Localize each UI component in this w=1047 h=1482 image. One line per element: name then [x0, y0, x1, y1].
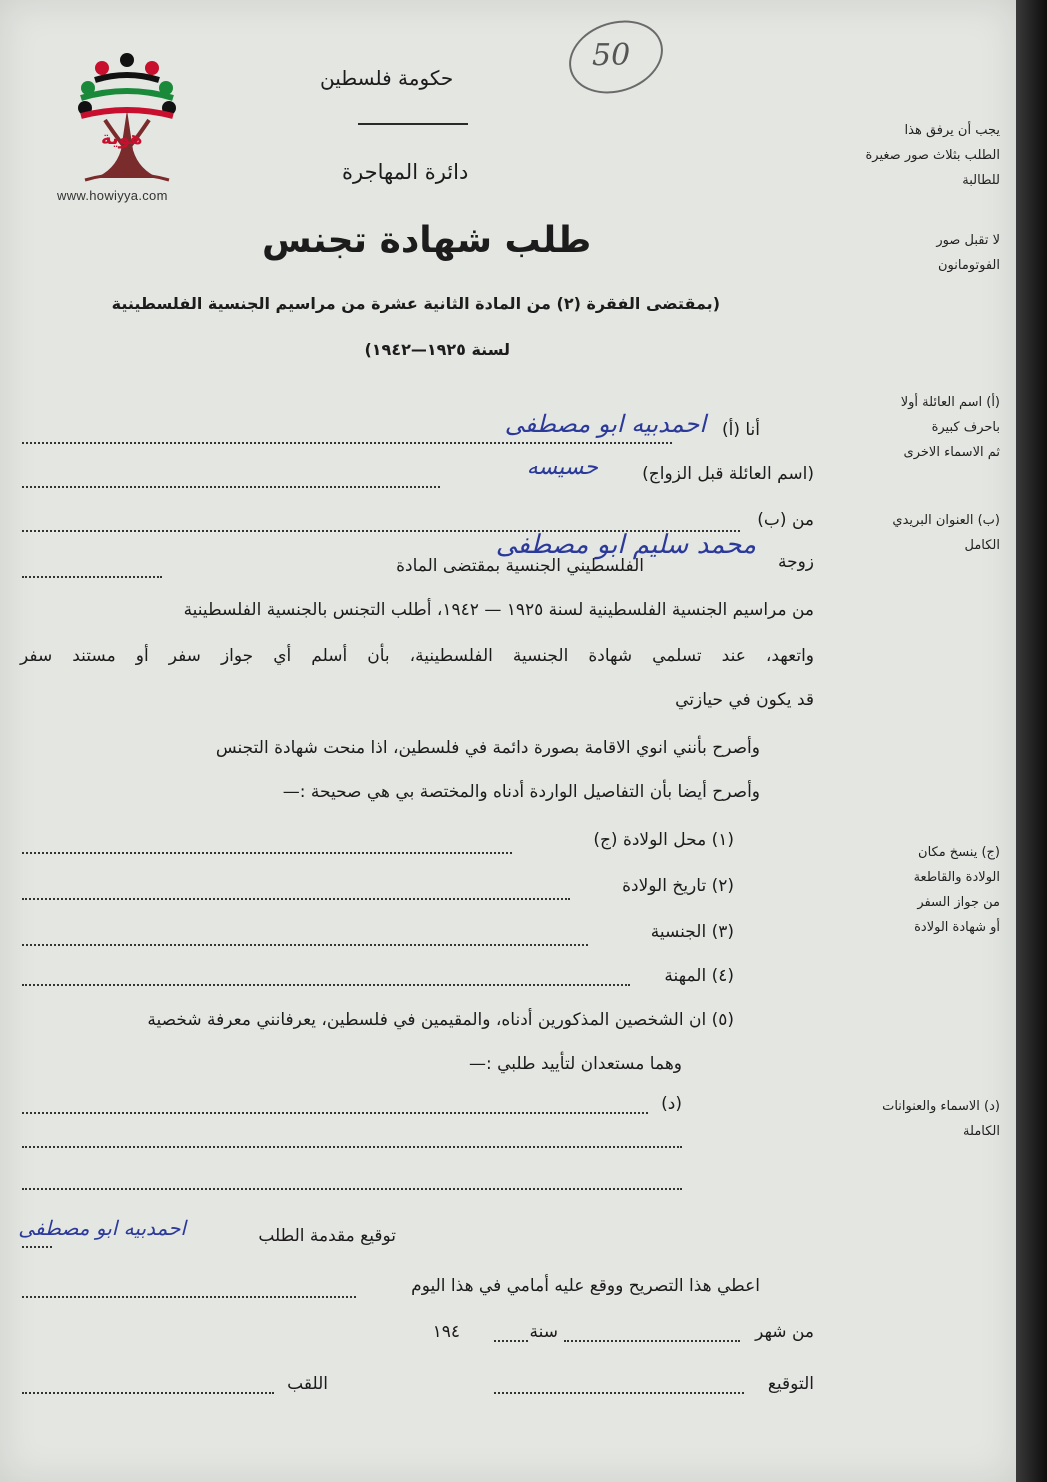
- month-dotted-line: [564, 1340, 740, 1342]
- residence-declaration-line-1: وأصرح بأنني انوي الاقامة بصورة دائمة في فلسطين، اذا منحت شهادة التجنس: [215, 738, 760, 758]
- name-label: أنا (أ): [721, 420, 760, 440]
- residence-declaration-line-2: وأصرح أيضا بأن التفاصيل الواردة أدناه والمختصة بي هي صحيحة :—: [282, 782, 760, 802]
- margin-note-d: (د) الاسماء والعنوانات الكاملة: [882, 1099, 1000, 1139]
- applicant-signature-label: توقيع مقدمة الطلب: [258, 1226, 396, 1246]
- margin-note-c: (ج) ينسخ مكان الولادة والقاطعة من جواز السفر أو شهادة الولادة: [913, 845, 1000, 935]
- item-referees-line-1: (٥) ان الشخصين المذكورين أدناه، والمقيمين في فلسطين، يعرفانني معرفة شخصية: [147, 1010, 734, 1030]
- margin-note-b: (ب) العنوان البريدي الكامل: [892, 513, 1000, 553]
- husband-handwritten-name[interactable]: محمد سليم ابو مصطفى: [495, 530, 756, 560]
- occupation-dotted-line: [22, 984, 630, 986]
- form-title: طلب شهادة تجنس: [262, 220, 592, 261]
- official-title-label: اللقب: [287, 1374, 328, 1394]
- address-label: من (ب): [757, 510, 814, 530]
- item-occupation: (٤) المهنة: [664, 966, 734, 986]
- wife-line-rest: الفلسطيني الجنسية بمقتضى المادة: [396, 556, 644, 576]
- item-date-of-birth: (٢) تاريخ الولادة: [622, 876, 734, 896]
- wife-dotted-line: [22, 576, 162, 578]
- stamp-number: 50: [592, 38, 631, 73]
- declaration-text: اعطي هذا التصريح ووقع عليه أمامي في هذا اليوم: [411, 1276, 760, 1296]
- oath-paragraph-line-3: قد يكون في حيازتي: [675, 690, 814, 710]
- year-value: ١٩٤: [432, 1322, 460, 1342]
- nationality-dotted-line: [22, 944, 588, 946]
- logo-arabic-text: هوية: [101, 128, 143, 149]
- official-title-dotted-line: [22, 1392, 274, 1394]
- signature-dotted-tail: [22, 1246, 52, 1248]
- official-signature-label: التوقيع: [767, 1374, 814, 1394]
- item-place-of-birth: (١) محل الولادة (ج): [593, 830, 734, 850]
- government-heading: حكومة فلسطين: [320, 66, 454, 90]
- maiden-name-dotted-line: [22, 486, 440, 488]
- oath-paragraph-line-2: واتعهد، عند تسلمي شهادة الجنسية الفلسطينية، بأن أسلم أي جواز سفر أو مستند سفر: [20, 646, 814, 666]
- item-referees-line-2: وهما مستعدان لتأييد طلبي :—: [469, 1054, 682, 1074]
- year-label: سنة: [529, 1322, 558, 1342]
- applicant-signature-handwritten[interactable]: احمدبيه ابو مصطفى: [18, 1216, 186, 1240]
- referee-dotted-line-3: [22, 1188, 682, 1190]
- maiden-name-label: (اسم العائلة قبل الزواج): [642, 464, 814, 484]
- month-label: من شهر: [755, 1322, 814, 1342]
- item-nationality: (٣) الجنسية: [650, 922, 734, 942]
- maiden-name-handwritten-value[interactable]: حسيسه: [526, 455, 598, 480]
- wife-label: زوجة: [777, 552, 814, 572]
- scan-edge: [1016, 0, 1047, 1482]
- oath-paragraph-line-1: من مراسيم الجنسية الفلسطينية لسنة ١٩٢٥ — ١٩٤٢، أطلب التجنس بالجنسية الفلسطينية: [183, 600, 814, 620]
- date-of-birth-dotted-line: [22, 898, 570, 900]
- margin-note-photos: يجب أن يرفق هذا الطلب بثلاث صور صغيرة للطالبة: [865, 123, 1000, 188]
- referees-label-d: (د): [661, 1094, 682, 1114]
- form-subtitle-line-1: (بمقتضى الفقرة (٢) من المادة الثانية عشرة من مراسيم الجنسية الفلسطينية: [111, 294, 720, 313]
- referee-dotted-line-1: [22, 1112, 648, 1114]
- year-dotted-line: [494, 1340, 528, 1342]
- place-of-birth-dotted-line: [22, 852, 512, 854]
- department-heading: دائرة المهاجرة: [342, 160, 469, 184]
- declaration-dotted-line: [22, 1296, 356, 1298]
- name-dotted-line: [22, 442, 672, 444]
- name-handwritten-value[interactable]: احمدبيه ابو مصطفى: [504, 410, 706, 438]
- form-subtitle-line-2: لسنة ١٩٢٥—١٩٤٢): [364, 340, 510, 359]
- margin-note-no-photocopies: لا تقبل صور الفوتومانون: [936, 233, 1000, 273]
- official-signature-dotted-line: [494, 1392, 744, 1394]
- referee-dotted-line-2: [22, 1146, 682, 1148]
- howiyya-logo: [55, 50, 200, 210]
- logo-url: www.howiyya.com: [57, 188, 168, 203]
- margin-note-a: (أ) اسم العائلة أولا باحرف كبيرة ثم الاسماء الاخرى: [900, 395, 1000, 460]
- header-rule: [358, 123, 468, 125]
